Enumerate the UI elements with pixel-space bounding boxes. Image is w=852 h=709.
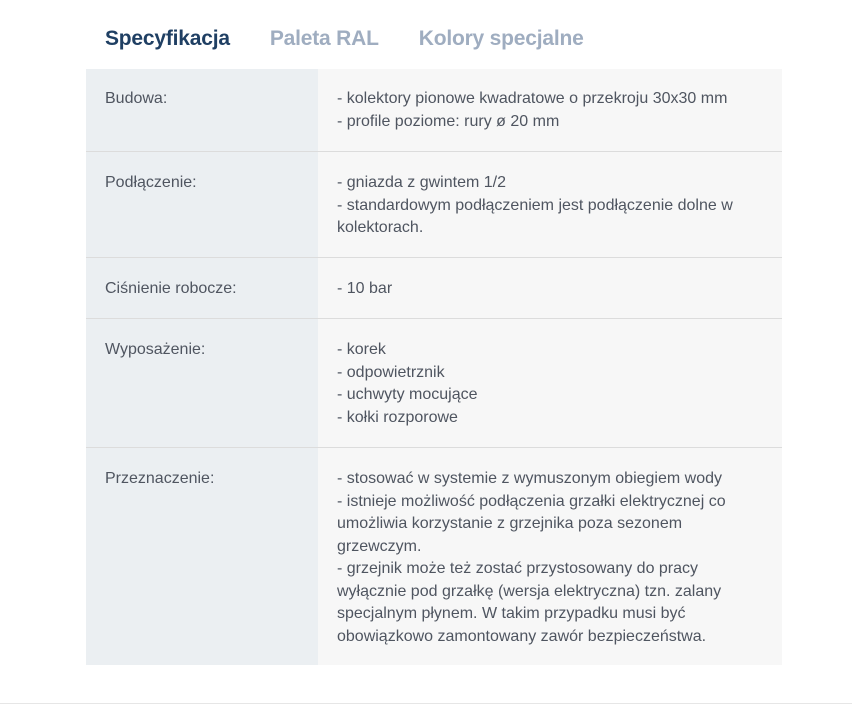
spec-value-line: - standardowym podłączeniem jest podłączenie dolne w kolektorach.	[337, 196, 733, 236]
spec-value-line: - odpowietrznik	[337, 363, 445, 381]
spec-row-wyposazenie	[86, 319, 782, 448]
spec-row-cisnienie	[86, 258, 782, 319]
spec-value-line: - korek	[337, 341, 386, 358]
spec-row-przeznaczenie	[86, 448, 782, 665]
spec-label: Budowa:	[86, 69, 318, 151]
spec-row-budowa	[86, 69, 782, 152]
spec-value-line: - 10 bar	[337, 280, 393, 297]
tab-paleta-ral[interactable]: Paleta RAL	[269, 27, 379, 50]
spec-value-line: - stosować w systemie z wymuszonym obiegiem wody	[337, 470, 723, 487]
tab-specyfikacja[interactable]: Specyfikacja	[105, 27, 230, 50]
spec-label: Podłączenie:	[86, 152, 318, 257]
divider	[0, 703, 852, 704]
spec-row-podlaczenie	[86, 152, 782, 258]
spec-value-line: - istnieje możliwość podłączenia grzałki elektrycznej co umożliwia korzystanie z grzejnika poza sezonem grzewczym.	[337, 492, 726, 555]
spec-value	[318, 69, 782, 151]
spec-value	[318, 258, 782, 318]
spec-value	[318, 448, 782, 665]
tab-bar	[105, 27, 584, 51]
tab-kolory-specjalne[interactable]: Kolory specjalne	[418, 27, 584, 50]
spec-value-line: - profile poziome: rury ø 20 mm	[337, 112, 560, 130]
spec-value-line: - gniazda z gwintem 1/2	[337, 174, 506, 191]
spec-value-line: - kołki rozporowe	[337, 408, 458, 426]
spec-label: Ciśnienie robocze:	[86, 258, 318, 318]
spec-value	[318, 152, 782, 257]
spec-value	[318, 319, 782, 447]
spec-label: Przeznaczenie:	[86, 448, 318, 665]
spec-value-line: - grzejnik może też zostać przystosowany do pracy wyłącznie pod grzałkę (wersja elektryczna) tzn. zalany specjalnym płynem. W takim przypadku musi być obowiązkowo zamontowany zawór bezpieczeństwa.	[337, 560, 722, 645]
specification-table	[86, 69, 782, 665]
spec-label: Wyposażenie:	[86, 319, 318, 447]
spec-value-line: - kolektory pionowe kwadratowe o przekroju 30x30 mm	[337, 90, 728, 107]
spec-value-line: - uchwyty mocujące	[337, 386, 478, 403]
